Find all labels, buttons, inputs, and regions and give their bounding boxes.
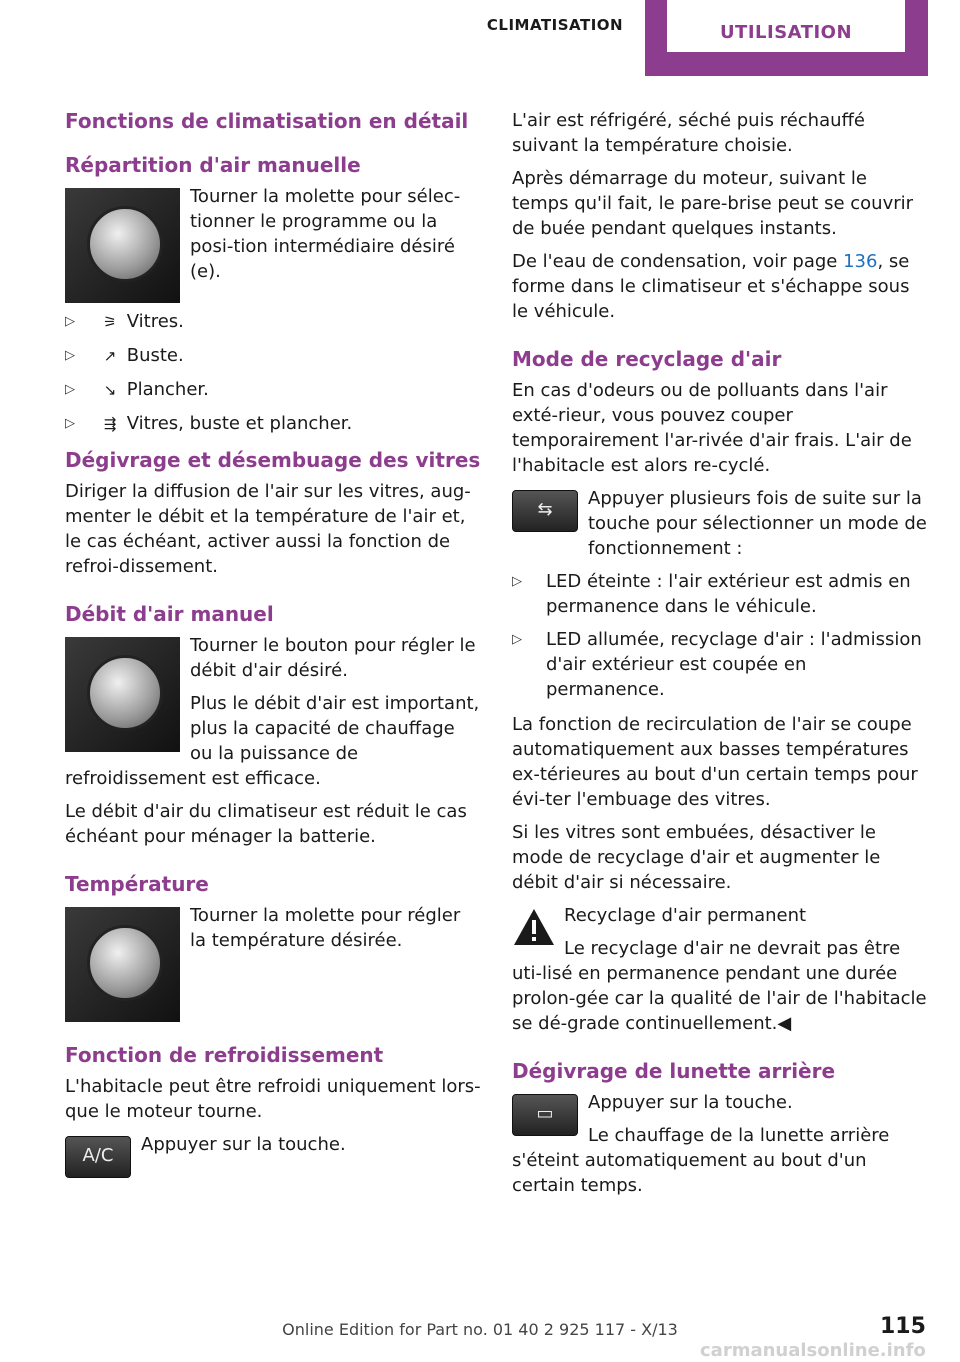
warning-title: Recyclage d'air permanent — [564, 905, 807, 926]
rear-defrost-button-image — [512, 1094, 578, 1136]
section-title: Fonctions de climatisation en détail — [65, 109, 469, 133]
header-tab-label: UTILISATION — [719, 22, 853, 43]
right-column — [512, 108, 928, 1206]
all-vents-icon: ⇶ — [103, 415, 117, 433]
warning-triangle-icon — [512, 907, 556, 947]
text-lunette-1: Appuyer sur la touche. — [588, 1092, 793, 1113]
text-embuees: Si les vitres sont embuées, désactiver le mode de recyclage d'air et augmenter le débit d'air si nécessaire. — [512, 822, 881, 893]
text-temperature: Tourner la molette pour régler la température désirée. — [190, 905, 461, 951]
left-column — [65, 108, 481, 1184]
heading-repartition: Répartition d'air manuelle — [65, 153, 361, 177]
text-degivrage: Diriger la diffusion de l'air sur les vitres, aug-menter le débit et la température de l'air et, le cas échéant, activer aussi la fonction de refroi-dissement. — [65, 481, 471, 577]
triangle-bullet-icon: ▷ — [65, 314, 75, 329]
page-number: 115 — [880, 1314, 926, 1339]
rear-defrost-icon: ▭ — [536, 1103, 554, 1124]
heading-degivrage: Dégivrage et désembuage des vitres — [65, 448, 481, 472]
page-link[interactable]: 136 — [843, 251, 878, 272]
text-lunette-2: Le chauffage de la lunette arrière s'éteint automatiquement au bout d'un certain temps. — [512, 1125, 890, 1196]
footwell-vent-icon: ↘ — [103, 381, 117, 399]
footer-edition: Online Edition for Part no. 01 40 2 925 117 - X/13 — [282, 1320, 678, 1339]
list-item: ▷ ↘ Plancher. — [65, 377, 481, 403]
text-recyclage: En cas d'odeurs ou de polluants dans l'air exté-rieur, vous pouvez couper temporairement l'ar-rivée d'air frais. L'air de l'habitacle est alors re-cyclé. — [512, 380, 912, 476]
warning-text: Le recyclage d'air ne devrait pas être uti-lisé en permanence pendant une durée prolon-gée car la qualité de l'air de l'habitacle se dé-grade continuellement.◀ — [512, 938, 927, 1034]
text-refroidissement: L'habitacle peut être refroidi uniquement lors-que le moteur tourne. — [65, 1076, 481, 1122]
text-right-2: Après démarrage du moteur, suivant le temps qu'il fait, le pare-brise peut se couvrir de buée pendant quelques instants. — [512, 168, 914, 239]
ac-button-image: A/C — [65, 1136, 131, 1178]
air-flow-knob-image — [65, 637, 180, 752]
triangle-bullet-icon: ▷ — [65, 348, 75, 363]
header-section: CLIMATISATION — [486, 16, 624, 34]
triangle-bullet-icon: ▷ — [65, 416, 75, 431]
triangle-bullet-icon: ▷ — [512, 574, 522, 589]
text-recirculation: La fonction de recirculation de l'air se coupe automatiquement aux basses températures ex-térieures au bout d'un certain temps pour évi-ter l'embuage des vitres. — [512, 714, 918, 810]
text-right-1: L'air est réfrigéré, séché puis réchauffé suivant la température choisie. — [512, 110, 865, 156]
heading-debit: Débit d'air manuel — [65, 602, 274, 626]
air-distribution-list — [65, 309, 481, 437]
heading-refroidissement: Fonction de refroidissement — [65, 1043, 384, 1067]
text-right-3: De l'eau de condensation, voir page 136, se forme dans le climatiseur et s'échappe sous le véhicule. — [512, 251, 910, 322]
list-item: ▷ ⇶ Vitres, buste et plancher. — [65, 411, 481, 437]
text-debit-2: Plus le débit d'air est important, plus la capacité de chauffage ou la puissance de refroidissement est efficace. — [65, 693, 480, 789]
heading-recyclage: Mode de recyclage d'air — [512, 347, 782, 371]
triangle-bullet-icon: ▷ — [65, 382, 75, 397]
list-item: ▷ LED éteinte : l'air extérieur est admis en permanence dans le véhicule. — [512, 571, 911, 617]
upper-body-vent-icon: ↗ — [103, 347, 117, 365]
text-repartition: Tourner la molette pour sélec-tionner le programme ou la posi-tion intermédiaire désiré (e). — [190, 186, 461, 282]
text-debit-3: Le débit d'air du climatiseur est réduit le cas échéant pour ménager la batterie. — [65, 801, 467, 847]
heading-lunette: Dégivrage de lunette arrière — [512, 1059, 836, 1083]
heading-temperature: Température — [65, 872, 209, 896]
temperature-knob-image — [65, 907, 180, 1022]
watermark: carmanualsonline.info — [700, 1340, 926, 1361]
list-item: ▷ LED allumée, recyclage d'air : l'admission d'air extérieur est coupée en permanence. — [512, 629, 922, 700]
recirculation-car-icon: ⇆ — [537, 499, 553, 520]
text-debit-1: Tourner le bouton pour régler le débit d'air désiré. — [190, 635, 476, 681]
windshield-icon: ⚞ — [103, 313, 117, 331]
text-ac: Appuyer sur la touche. — [141, 1134, 346, 1155]
triangle-bullet-icon: ▷ — [512, 632, 522, 647]
list-item: ▷ ⚞ Vitres. — [65, 309, 481, 335]
header-tab — [645, 0, 928, 76]
recirculation-button-image — [512, 490, 578, 532]
list-item: ▷ ↗ Buste. — [65, 343, 481, 369]
air-distribution-knob-image — [65, 188, 180, 303]
text-appuyer: Appuyer plusieurs fois de suite sur la touche pour sélectionner un mode de fonctionnement : — [588, 488, 927, 559]
recirculation-list — [512, 569, 928, 702]
